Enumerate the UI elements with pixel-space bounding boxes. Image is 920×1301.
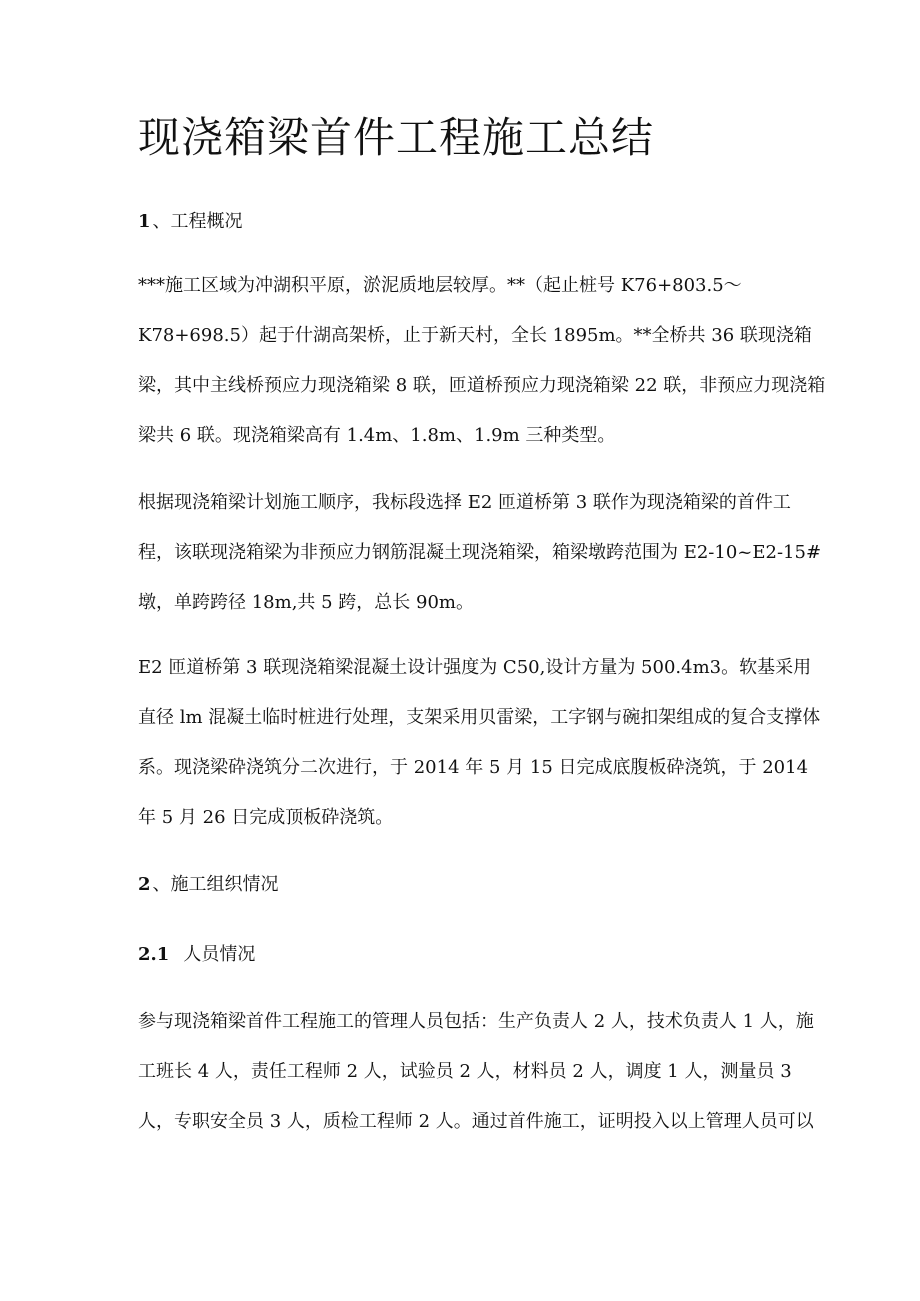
paragraph-line: 程，该联现浇箱梁为非预应力钢筋混凝土现浇箱梁，箱梁墩跨范围为 E2-10~E2-15# xyxy=(138,542,822,563)
paragraph xyxy=(138,1003,814,1132)
section-heading-2 xyxy=(138,871,279,899)
paragraph-line: 根据现浇箱梁计划施工顺序，我标段选择 E2 匝道桥第 3 联作为现浇箱梁的首件工 xyxy=(138,492,791,513)
section-number: 1 xyxy=(138,211,151,232)
paragraph xyxy=(138,267,826,446)
paragraph-line: 参与现浇箱梁首件工程施工的管理人员包括：生产负责人 2 人，技术负责人 1 人，施 xyxy=(138,1011,814,1032)
paragraph-line: 梁共 6 联。现浇箱梁高有 1.4m、1.8m、1.9m 三种类型。 xyxy=(138,425,616,446)
section-number: 2 xyxy=(138,874,151,895)
section-title: 工程概况 xyxy=(170,211,243,232)
subsection-title: 人员情况 xyxy=(183,944,256,965)
subsection-number: 2.1 xyxy=(138,944,170,965)
paragraph-line: 人，专职安全员 3 人，质检工程师 2 人。通过首件施工，证明投入以上管理人员可以 xyxy=(138,1111,814,1132)
paragraph-line: 直径 lm 混凝土临时桩进行处理，支架采用贝雷梁，工字钢与碗扣架组成的复合支撑体 xyxy=(138,707,821,728)
paragraph-line: 梁，其中主线桥预应力现浇箱梁 8 联，匝道桥预应力现浇箱梁 22 联，非预应力现浇箱 xyxy=(138,375,826,396)
subsection-heading-2-1 xyxy=(138,941,255,969)
section-heading-1 xyxy=(138,208,243,236)
paragraph-line: E2 匝道桥第 3 联现浇箱梁混凝土设计强度为 C50,设计方量为 500.4m3。软基采用 xyxy=(138,657,812,678)
section-separator: 、 xyxy=(152,211,171,232)
paragraph-line: 墩，单跨跨径 18m,共 5 跨，总长 90m。 xyxy=(138,592,475,613)
section-title: 施工组织情况 xyxy=(170,874,279,895)
document-title: 现浇箱梁首件工程施工总结 xyxy=(138,113,655,162)
paragraph xyxy=(138,649,821,828)
paragraph-line: 工班长 4 人，责任工程师 2 人，试验员 2 人，材料员 2 人，调度 1 人，测量员 3 xyxy=(138,1061,792,1082)
paragraph-line: 系。现浇梁砕浇筑分二次进行，于 2014 年 5 月 15 日完成底腹板砕浇筑，于 2014 xyxy=(138,757,809,778)
paragraph-line: 年 5 月 26 日完成顶板砕浇筑。 xyxy=(138,807,394,828)
paragraph xyxy=(138,484,822,613)
paragraph-line: K78+698.5）起于什湖高架桥，止于新天村，全长 1895m。**全桥共 36 联现浇箱 xyxy=(138,325,812,346)
paragraph-line: ***施工区域为冲湖积平原，淤泥质地层较厚。**（起止桩号 K76+803.5～ xyxy=(138,275,742,296)
section-separator: 、 xyxy=(152,874,171,895)
